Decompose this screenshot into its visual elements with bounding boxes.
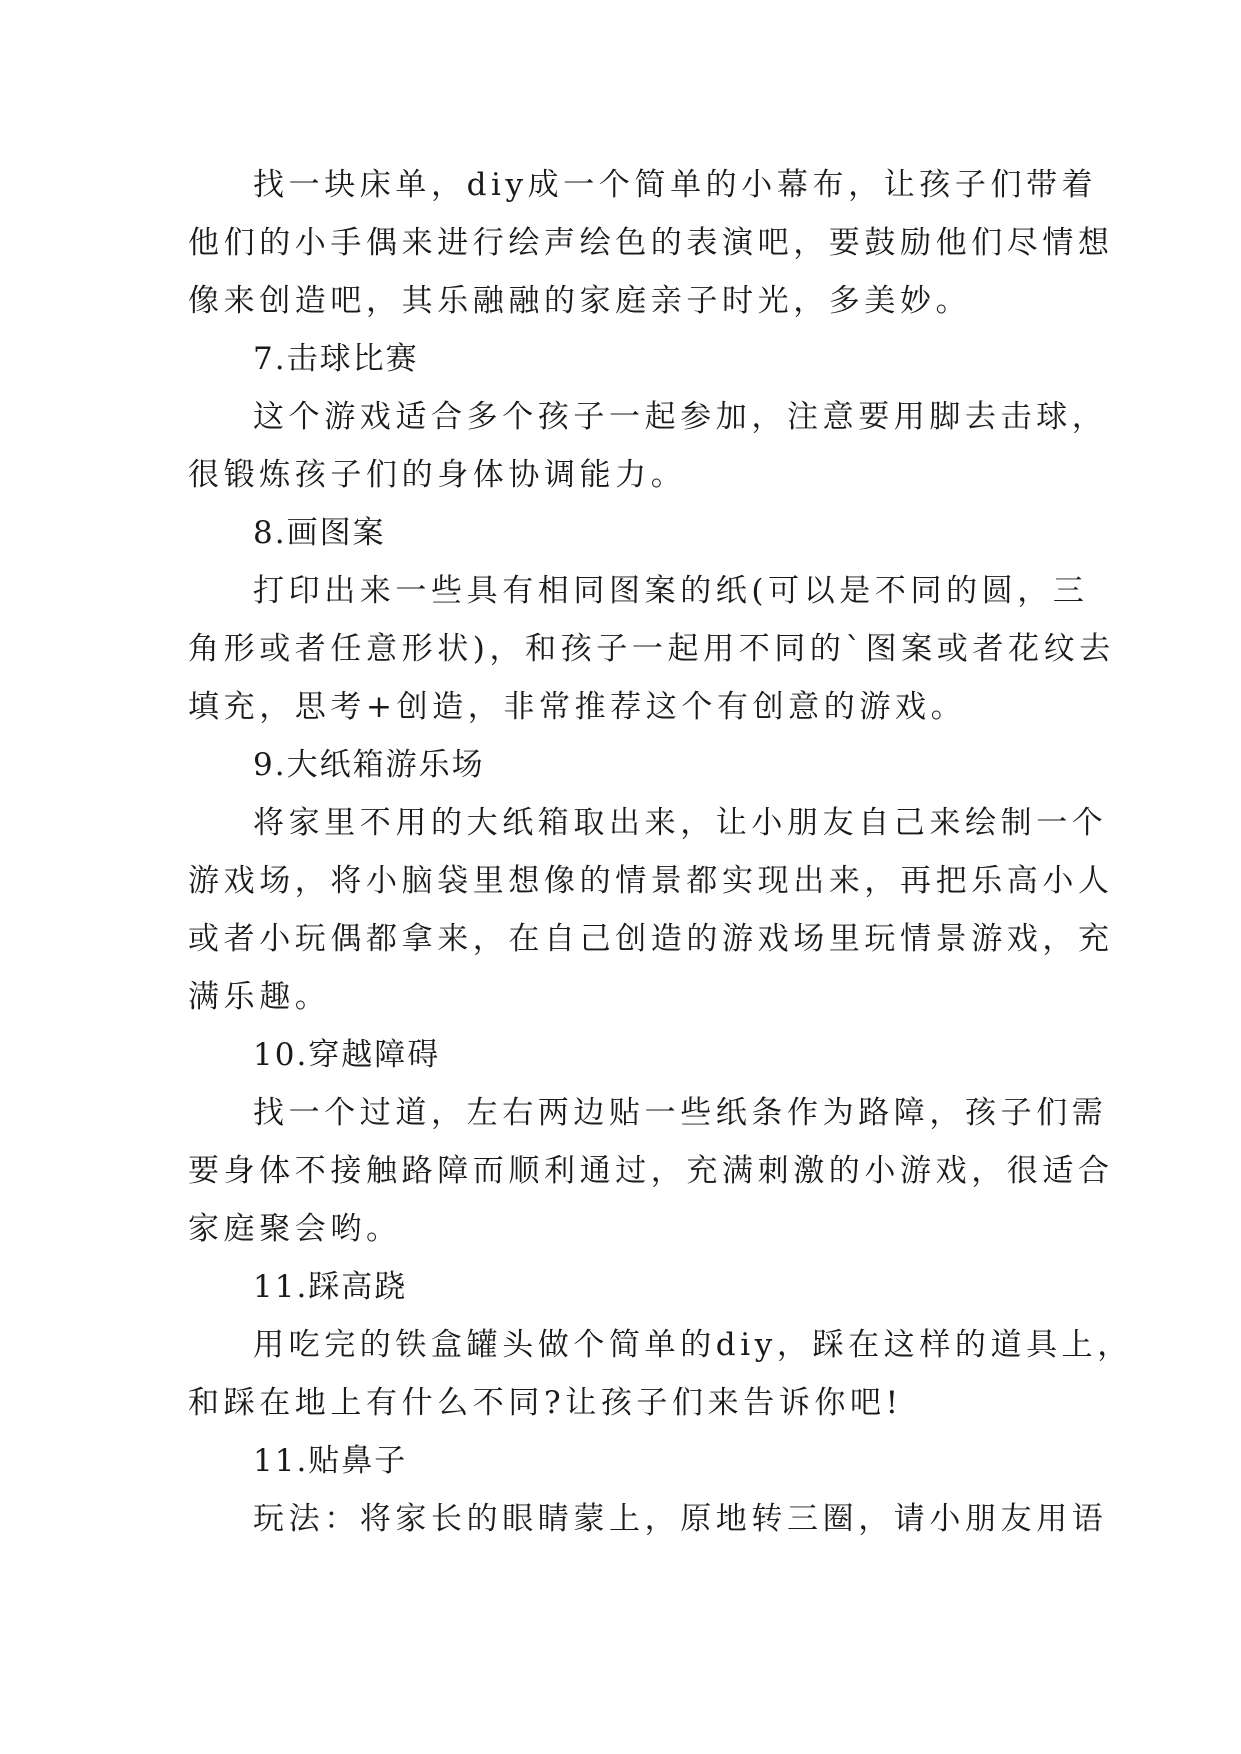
paragraph-line: 角形或者任意形状)，和孩子一起用不同的`图案或者花纹去: [188, 631, 1115, 667]
section-heading: 11.贴鼻子: [253, 1443, 408, 1479]
paragraph-line: 像来创造吧，其乐融融的家庭亲子时光，多美妙。: [188, 283, 972, 319]
paragraph-line: 游戏场，将小脑袋里想像的情景都实现出来，再把乐高小人: [188, 863, 1114, 899]
paragraph-line: 他们的小手偶来进行绘声绘色的表演吧，要鼓励他们尽情想: [188, 225, 1114, 261]
paragraph-line: 填充，思考+创造，非常推荐这个有创意的游戏。: [188, 689, 967, 725]
paragraph-line: 或者小玩偶都拿来，在自己创造的游戏场里玩情景游戏，充: [188, 921, 1114, 957]
paragraph-line: 满乐趣。: [188, 979, 331, 1015]
section-heading: 10.穿越障碍: [253, 1037, 441, 1073]
section-heading: 8.画图案: [253, 515, 386, 551]
paragraph-line: 很锻炼孩子们的身体协调能力。: [188, 457, 687, 493]
paragraph-line: 找一块床单，diy成一个简单的小幕布，让孩子们带着: [253, 167, 1098, 203]
section-heading: 7.击球比赛: [253, 341, 419, 377]
paragraph-line: 家庭聚会哟。: [188, 1211, 402, 1247]
paragraph-line: 玩法：将家长的眼睛蒙上，原地转三圈，请小朋友用语: [253, 1501, 1108, 1537]
section-heading: 9.大纸箱游乐场: [253, 747, 485, 783]
paragraph-line: 要身体不接触路障而顺利通过，充满刺激的小游戏，很适合: [188, 1153, 1114, 1189]
paragraph-line: 和踩在地上有什么不同?让孩子们来告诉你吧!: [188, 1385, 903, 1421]
paragraph-line: 找一个过道，左右两边贴一些纸条作为路障，孩子们需: [253, 1095, 1108, 1131]
paragraph-line: 用吃完的铁盒罐头做个简单的diy，踩在这样的道具上，: [253, 1327, 1133, 1363]
paragraph-line: 将家里不用的大纸箱取出来，让小朋友自己来绘制一个: [253, 805, 1108, 841]
paragraph-line: 这个游戏适合多个孩子一起参加，注意要用脚去击球，: [253, 399, 1108, 435]
section-heading: 11.踩高跷: [253, 1269, 408, 1305]
paragraph-line: 打印出来一些具有相同图案的纸(可以是不同的圆，三: [253, 573, 1089, 609]
